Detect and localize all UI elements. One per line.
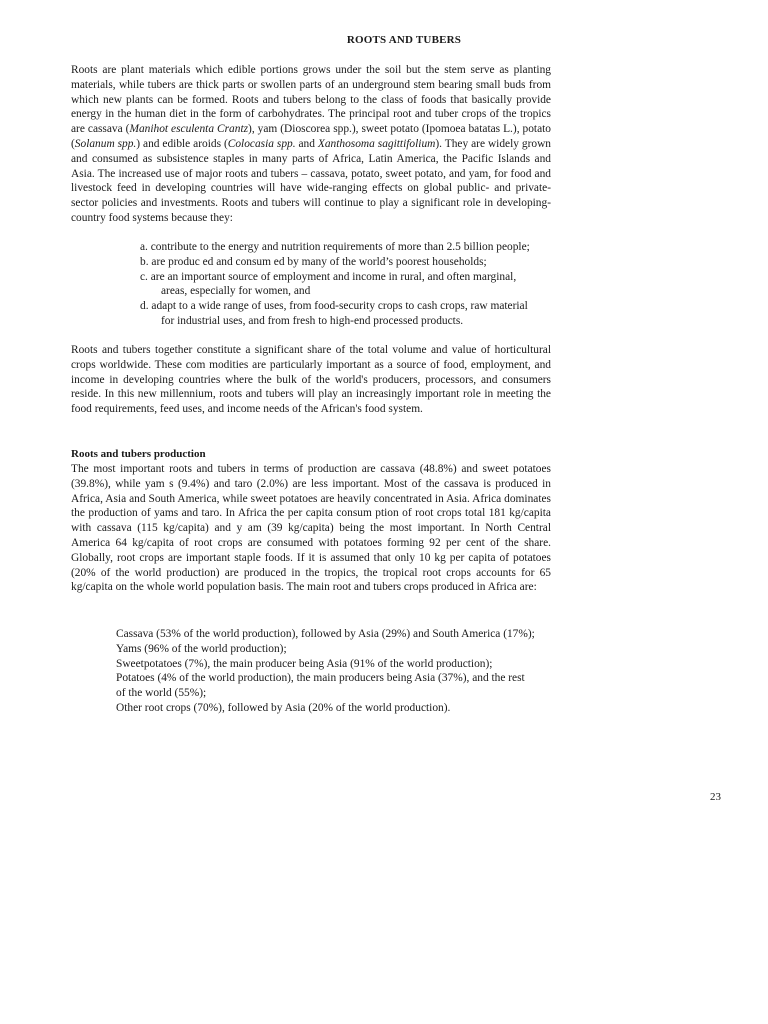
potato-scientific-name: Solanum spp. (74, 137, 137, 150)
list-item (140, 255, 570, 270)
aroid-scientific-name-1: Colocasia spp. (227, 137, 296, 150)
intro-text-1: Roots are plant materials which edible portions grows under the soil but the stem serve as planting materials, while tubers are thick parts or swollen parts of an underground stem bearing small buds from which new plants can be formed. Roots and tubers belong to the class of foods that basically provide energy in the human diet in the form of carbohydrates. The principal root and tuber crops of the tropics are cassava ( (71, 64, 551, 136)
reason-d-continuation: for industrial uses, and from fresh to high-end processed products. (161, 314, 464, 327)
intro-text-4: and (295, 137, 318, 150)
list-item (116, 642, 556, 657)
reason-c: c. are an important source of employment and income in rural, and often marginal, (140, 270, 517, 283)
horticulture-paragraph: Roots and tubers together constitute a significant share of the total volume and value of horticultural crops worldwide. These com modities are particularly important as a source of food, employment, and income in developing countries where the bulk of the world's producers, processors, and consumers reside. In this new millennium, roots and tubers will play an increasingly important role in meeting the food requirements, feed uses, and income needs of the African's food system. (71, 344, 551, 416)
cassava-scientific-name: Manihot esculenta Crantz (129, 123, 249, 136)
crop-sweetpotatoes: Sweetpotatoes (7%), the main producer being Asia (91% of the world production); (116, 657, 493, 670)
list-item (116, 671, 556, 701)
list-item (140, 270, 570, 300)
reasons-list (140, 240, 570, 329)
production-paragraph: The most important roots and tubers in terms of production are cassava (48.8%) and sweet potatoes (39.8%), while yam s (9.4%) and taro (2.0%) are less important. Most of the cassava is produced in Africa, Asia and South America, while sweet potatoes are heavily concentrated in Asia. Africa dominates the production of yams and taro. In Africa the per capita consum ption of root crops total 181 kg/capita with cassava (115 kg/capita) and y am (39 kg/capita) being the most important. In North Central America 64 kg/capita of root crops are consumed with potatoes forming 92 per cent of the share. Globally, root crops are important staple foods. If it is assumed that only 10 kg per capita of potatoes (20% of the world production) are produced in the tropics, the tropical root crops accounts for 65 kg/capita on the whole world population basis. The main root and tubers crops produced in Africa are: (71, 463, 551, 594)
list-item (116, 657, 556, 672)
crop-other: Other root crops (70%), followed by Asia (20% of the world production). (116, 701, 451, 714)
intro-text-3: ) and edible aroids ( (136, 137, 228, 150)
list-item (140, 240, 570, 255)
page-number: 23 (710, 791, 721, 803)
crop-potatoes-continuation: of the world (55%); (116, 687, 207, 700)
page-title: ROOTS AND TUBERS (346, 34, 462, 46)
list-item (116, 627, 556, 642)
reason-b: b. are produc ed and consum ed by many of the world’s poorest households; (140, 255, 487, 268)
crop-potatoes: Potatoes (4% of the world production), the main producers being Asia (37%), and the rest (116, 672, 525, 685)
reason-a: a. contribute to the energy and nutrition requirements of more than 2.5 billion people; (140, 241, 530, 253)
crop-yams: Yams (96% of the world production); (116, 642, 287, 655)
aroid-scientific-name-2: Xanthosoma sagittifolium (317, 137, 436, 150)
list-item (140, 299, 570, 329)
intro-text-5: ). They are widely grown and consumed as subsistence staples in many parts of Africa, Latin America, the Pacific Islands and Asia. The increased use of major roots and tubers – cassava, potato, sweet potato, and yam, for food and livestock feed in developing countries will have wide-ranging effects on global public- and private-sector policies and investments. Roots and tubers will continue to play a significant role in developing-country food systems because they: (71, 137, 551, 224)
intro-text-2: ), yam (Dioscorea spp.), sweet potato (Ipomoea batatas L.), potato ( (71, 123, 551, 150)
section-heading: Roots and tubers production (71, 448, 206, 460)
reason-d: d. adapt to a wide range of uses, from food-security crops to cash crops, raw material (140, 300, 528, 313)
crop-cassava: Cassava (53% of the world production), followed by Asia (29%) and South America (17%); (116, 628, 535, 640)
crops-list (116, 627, 556, 716)
reason-c-continuation: areas, especially for women, and (161, 285, 311, 298)
intro-paragraph (71, 63, 551, 226)
list-item (116, 701, 556, 716)
